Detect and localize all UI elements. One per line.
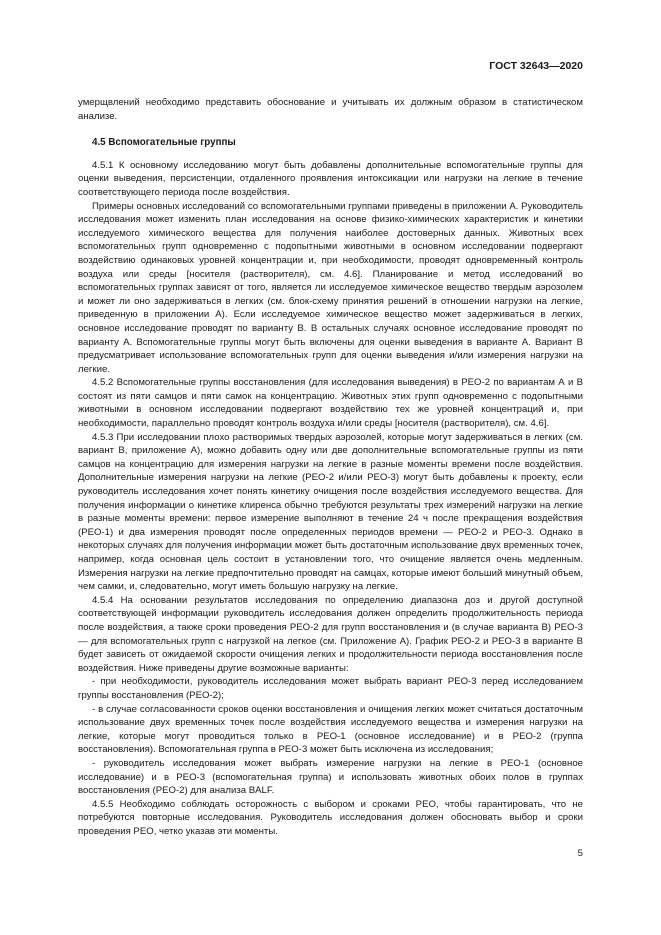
paragraph-4-5-3: 4.5.3 При исследовании плохо растворимых твердых аэрозолей, которые могут задерживаться в легких (см. вариант В, приложение А), можно добавить одну или две дополнительные вспомогательные группы из пяти самцов на концентрацию для измерения нагрузки на легкие в разные моменты времени после воздействия. Дополнительные измерения нагрузки на легкие (РЕО-2 и/или РЕО-3) могут быть добавлены к проекту, если руководитель исследования хочет понять кинетику очищения после воздействия исследуемого вещества. Для получения информации о кинетике клиренса обычно требуются результаты трех измерений нагрузки на легкие в разные моменты времени: первое измерение выполняют в течение 24 ч после прекращения воздействия (РЕО-1) и два измерения проводят после определенных периодов времени — РЕО-2 и РЕО-3. Однако в некоторых случаях для получения информации может быть достаточным использование двух временных точек, например, когда основная цель состоит в установлении того, что очищение является очень медленным. Измерения нагрузки на легкие предпочтительно проводят на самцах, которые имеют больший минутный объем, чем самки, и, следовательно, могут иметь большую нагрузку на легкие. <box>78 431 583 593</box>
paragraph-4-5-2: 4.5.2 Вспомогательные группы восстановления (для исследования выведения) в РЕО-2 по вариантам А и В состоят из пяти самцов и пяти самок на концентрацию. Животных этих групп одновременно с подопытными животными в основном исследовании подвергают воздействию тех же уровней концентраций и, при необходимости, параллельно проводят контроль воздуха и/или среды [носителя (растворителя), см. 4.6]. <box>78 377 583 430</box>
page-number: 5 <box>577 848 583 859</box>
paragraph-4-5-5: 4.5.5 Необходимо соблюдать осторожность с выбором и сроками РЕО, чтобы гарантировать, что не потребуются повторные исследования. Руководитель исследования должен обосновать выбор и сроки проведения РЕО, четко указав эти моменты. <box>78 798 583 837</box>
list-item: - при необходимости, руководитель исследования может выбрать вариант РЕО-3 перед исследованием группы восстановления (РЕО-2); <box>78 676 583 701</box>
section-heading: 4.5 Вспомогательные группы <box>92 137 236 149</box>
list-item: - руководитель исследования может выбрать измерение нагрузки на легкие в РЕО-1 (основное исследование) и в РЕО-3 (вспомогательная группа) и использовать животных обоих полов в группах восстановления (РЕО-2) для анализа BALF. <box>78 757 583 797</box>
list-item: - в случае согласованности сроков оценки восстановления и очищения легких может считаться достаточным использование двух временных точек после воздействия исследуемого вещества и измерения нагрузки на легкие, которые могут проводиться только в РЕО-1 (основное исследование) и в РЕО-2 (группа восстановления). Вспомогательная группа в РЕО-3 может быть исключена из исследования; <box>78 703 583 756</box>
paragraph-4-5-1: 4.5.1 К основному исследованию могут быть добавлены дополнительные вспомогательные группы для оценки выведения, персистенции, отдаленного проявления интоксикации или нагрузки на легкие в течение соответствующего периода после воздействия. <box>78 159 583 198</box>
paragraph-4-5-4: 4.5.4 На основании результатов исследования по определению диапазона доз и другой доступной соответствующей информации руководитель исследования должен определить продолжительность периода после воздействия, а также сроки проведения РЕО-2 для групп восстановления и (в случае варианта В) РЕО-3 — для вспомогательных групп с нагрузкой на легкое (см. Приложение А). График РЕО-2 и РЕО-3 в варианте В будет зависеть от ожидаемой скорости очищения легких и продолжительности периода восстановления после воздействия. Ниже приведены другие возможные варианты: <box>78 594 583 674</box>
paragraph-examples: Примеры основных исследований со вспомогательными группами приведены в приложении А. Руководитель исследования может изменить план исследования на основе физико-химических характеристик и кинетики исследуемого химического вещества для получения наиболее достоверных данных. Животных всех вспомогательных групп одновременно с подопытными животными в основном исследовании подвергают воздействию одинаковых уровней концентрации и, при необходимости, проводят одновременный контроль воздуха или среды [носителя (растворителя), см. 4.6]. Планирование и метод исследований во вспомогательных группах зависят от того, является ли исследуемое химическое вещество твердым аэрозолем и может ли оно задерживаться в легких (см. блок-схему принятия решений в отношении нагрузки на легкие, приведенную в приложении А). Если исследуемое химическое вещество может задерживаться в легких, основное исследование проводят по варианту В. В остальных случаях основное исследование проводят по варианту А. Вспомогательные группы могут быть включены для оценки выведения в варианте А. Вариант В предусматривает использование вспомогательных групп для оценки выведения и/или измерения нагрузки на легкие. <box>78 200 583 375</box>
document-code: ГОСТ 32643—2020 <box>489 60 583 72</box>
intro-paragraph: умерщвлений необходимо представить обоснование и учитывать их должным образом в статистическом анализе. <box>78 97 583 122</box>
document-body <box>78 96 583 838</box>
